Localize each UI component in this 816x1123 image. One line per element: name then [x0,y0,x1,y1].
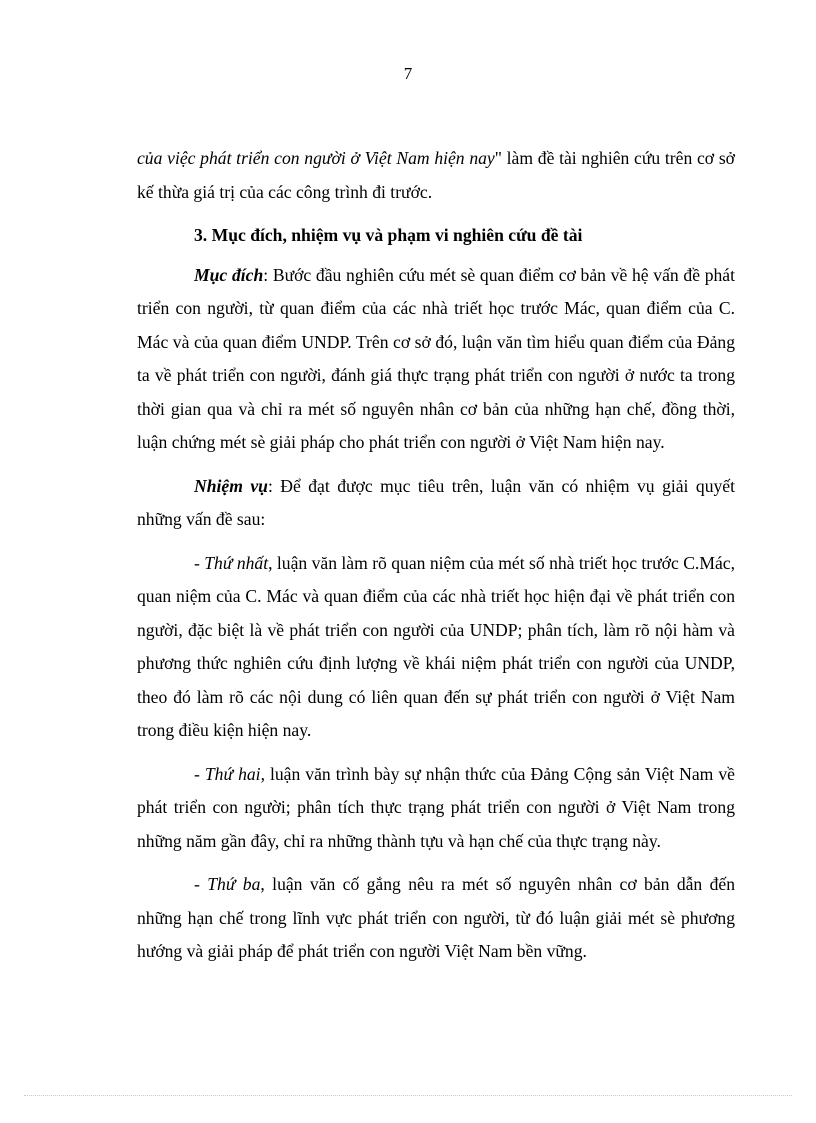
purpose-label: Mục đích [194,264,264,285]
task-item-text: , luận văn cố gắng nêu ra mét số nguyên nhân cơ bản dẫn đến những hạn chế trong lĩnh vực phát triển con người, từ đó luận giải mét sè phương hướng và giải pháp để phát triển con người Việt Nam bền vững. [137,874,736,961]
tasks-paragraph [137,470,735,537]
tasks-text: : Để đạt được mục tiêu trên, luận văn có nhiệm vụ giải quyết những vấn đề sau: [137,475,735,529]
task-item-prefix: - [194,763,205,784]
task-item-text: , luận văn trình bày sự nhận thức của Đảng Cộng sản Việt Nam về phát triển con người; phân tích thực trạng phát triển con người ở Việt Nam trong những năm gần đây, chỉ ra những thành tựu và hạn chế của thực trạng này. [137,763,735,851]
page-bottom-divider [24,1095,792,1096]
task-item-label: Thứ ba [207,874,261,894]
task-item-third [137,868,735,969]
task-item-second [137,758,735,859]
task-item-prefix: - [194,874,208,894]
task-item-first [137,547,735,748]
task-item-text: , luận văn làm rõ quan niệm của mét số nhà triết học trước C.Mác, quan niệm của C. Mác và quan điểm của các nhà triết học hiện đại về phát triển con người, đặc biệt là về phát triển con người của UNDP; phân tích, làm rõ nội hàm và phương thức nghiên cứu định lượng về khái niệm phát triển con người của UNDP, theo đó làm rõ các nội dung có liên quan đến sự phát triển con người ở Việt Nam trong điều kiện hiện nay. [137,552,735,740]
task-item-label: Thứ hai [204,763,261,784]
purpose-text: : Bước đầu nghiên cứu mét sè quan điểm cơ bản về hệ vấn đề phát triển con người, từ quan điểm của các nhà triết học trước Mác, quan điểm của C. Mác và của quan điểm UNDP. Trên cơ sở đó, luận văn tìm hiểu quan điểm của Đảng ta về phát triển con người, đánh giá thực trạng phát triển con người ở nước ta trong thời gian qua và chỉ ra mét số nguyên nhân cơ bản của những hạn chế, đồng thời, luận chứng mét sè giải pháp cho phát triển con người ở Việt Nam hiện nay. [137,264,735,452]
page-body [137,142,735,979]
purpose-paragraph [137,259,735,460]
continuation-paragraph [137,142,735,209]
task-item-prefix: - [194,552,205,573]
section-heading: 3. Mục đích, nhiệm vụ và phạm vi nghiên cứu đề tài [194,225,583,245]
continuation-rest: " làm đề tài nghiên cứu trên cơ sở kế thừa giá trị của các công trình đi trước. [137,148,735,202]
tasks-label: Nhiệm vụ [194,475,268,496]
page-number: 7 [403,64,413,83]
continuation-italic: của việc phát triển con người ở Việt Nam hiện nay [137,148,495,168]
task-item-label: Thứ nhất [204,552,269,573]
